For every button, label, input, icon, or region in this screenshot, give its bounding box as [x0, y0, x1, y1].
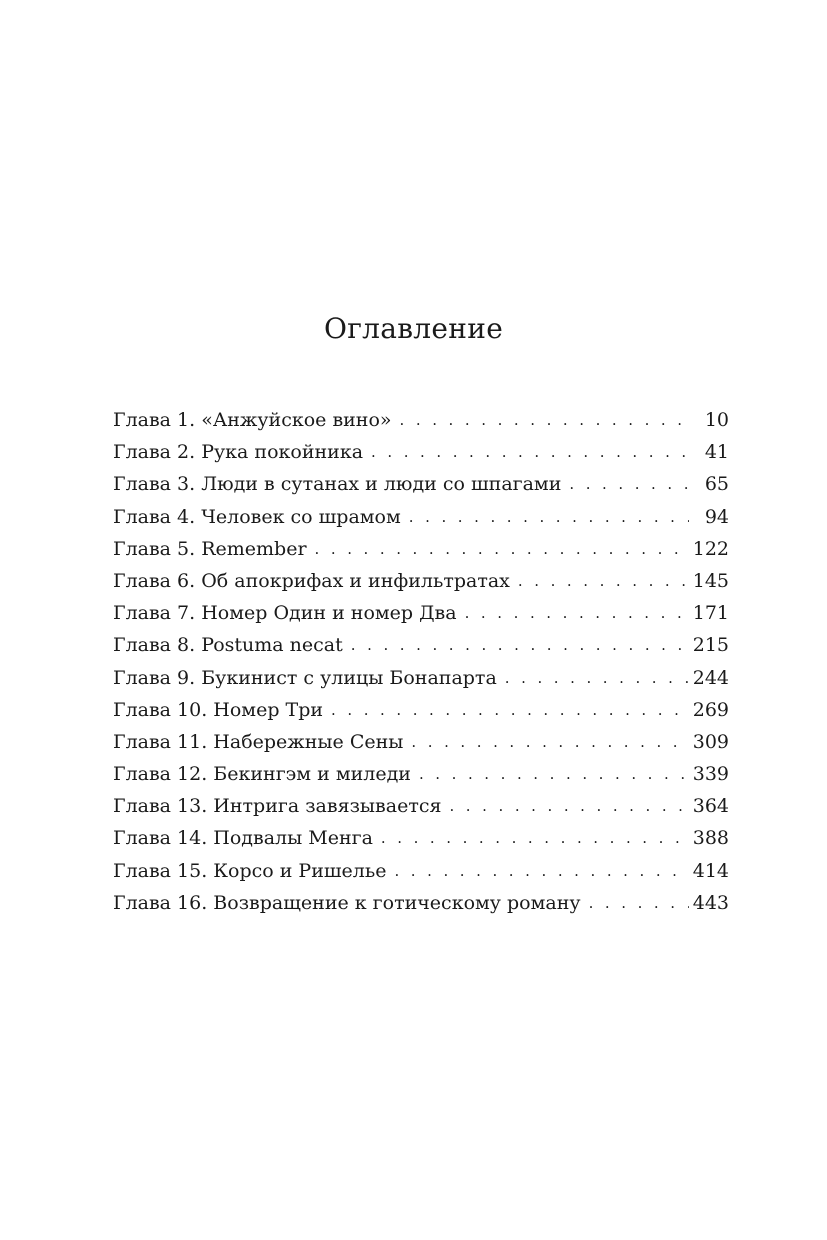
toc-entry-label: Глава 11. Набережные Сены: [113, 730, 404, 753]
dot-leader: [394, 855, 688, 887]
dot-leader: [400, 404, 689, 436]
toc-entry-label: Глава 4. Человек со шрамом: [113, 505, 401, 528]
dot-leader: [315, 533, 689, 565]
dot-leader: [505, 662, 689, 694]
dot-leader: [351, 629, 689, 661]
toc-entry-page: 364: [692, 795, 729, 818]
toc-list: [113, 404, 729, 919]
toc-entry-label: Глава 9. Букинист с улицы Бонапарта: [113, 666, 497, 689]
dot-leader: [518, 565, 689, 597]
dot-leader: [419, 758, 689, 790]
toc-entry-page: 94: [704, 505, 729, 528]
toc-entry-15[interactable]: [113, 855, 729, 887]
toc-entry-label: Глава 3. Люди в сутанах и люди со шпагами: [113, 473, 562, 496]
toc-entry-page: 145: [692, 569, 729, 592]
toc-entry-label: Глава 5. Remember: [113, 537, 307, 560]
dot-leader: [589, 887, 689, 919]
toc-entry-2[interactable]: [113, 436, 729, 468]
toc-entry-label: Глава 2. Рука покойника: [113, 441, 364, 464]
dot-leader: [371, 436, 689, 468]
toc-entry-label: Глава 7. Номер Один и номер Два: [113, 602, 457, 625]
toc-entry-7[interactable]: [113, 597, 729, 629]
toc-entry-label: Глава 1. «Анжуйское вино»: [113, 409, 392, 431]
dot-leader: [409, 501, 689, 533]
toc-entry-page: 414: [692, 859, 729, 882]
toc-entry-8[interactable]: [113, 629, 729, 661]
dot-leader: [331, 694, 689, 726]
toc-title: Оглавление: [323, 312, 504, 345]
toc-entry-10[interactable]: [113, 694, 729, 726]
toc-entry-page: 269: [692, 698, 729, 721]
toc-entry-page: 388: [692, 827, 729, 850]
dot-leader: [465, 597, 689, 629]
toc-entry-6[interactable]: [113, 565, 729, 597]
toc-entry-page: 65: [704, 473, 729, 496]
toc-entry-page: 41: [704, 441, 729, 464]
toc-entry-3[interactable]: [113, 468, 729, 500]
toc-entry-page: 443: [692, 891, 729, 914]
toc-entry-page: 10: [704, 409, 729, 431]
toc-entry-page: 244: [692, 666, 729, 689]
toc-entry-11[interactable]: [113, 726, 729, 758]
toc-entry-5[interactable]: [113, 533, 729, 565]
toc-entry-4[interactable]: [113, 501, 729, 533]
toc-entry-12[interactable]: [113, 758, 729, 790]
toc-entry-page: 339: [692, 763, 729, 786]
toc-entry-1[interactable]: [113, 404, 729, 436]
toc-entry-page: 309: [692, 730, 729, 753]
toc-entry-page: 122: [692, 537, 729, 560]
toc-entry-13[interactable]: [113, 790, 729, 822]
toc-entry-14[interactable]: [113, 822, 729, 854]
toc-entry-9[interactable]: [113, 662, 729, 694]
toc-entry-label: Глава 16. Возвращение к готическому роману: [113, 891, 581, 914]
toc-entry-label: Глава 12. Бекингэм и миледи: [113, 763, 411, 786]
toc-entry-label: Глава 15. Корсо и Ришелье: [113, 859, 387, 882]
toc-entry-label: Глава 8. Postuma necat: [113, 634, 343, 657]
toc-entry-label: Глава 6. Об апокрифах и инфильтратах: [113, 569, 510, 592]
dot-leader: [569, 468, 689, 500]
dot-leader: [411, 726, 688, 758]
dot-leader: [381, 822, 689, 854]
dot-leader: [449, 790, 688, 822]
toc-entry-label: Глава 14. Подвалы Менга: [113, 827, 373, 850]
toc-entry-label: Глава 10. Номер Три: [113, 698, 324, 721]
toc-entry-16[interactable]: [113, 887, 729, 919]
toc-entry-page: 215: [692, 634, 729, 657]
toc-entry-label: Глава 13. Интрига завязывается: [113, 795, 442, 818]
toc-entry-page: 171: [692, 602, 729, 625]
